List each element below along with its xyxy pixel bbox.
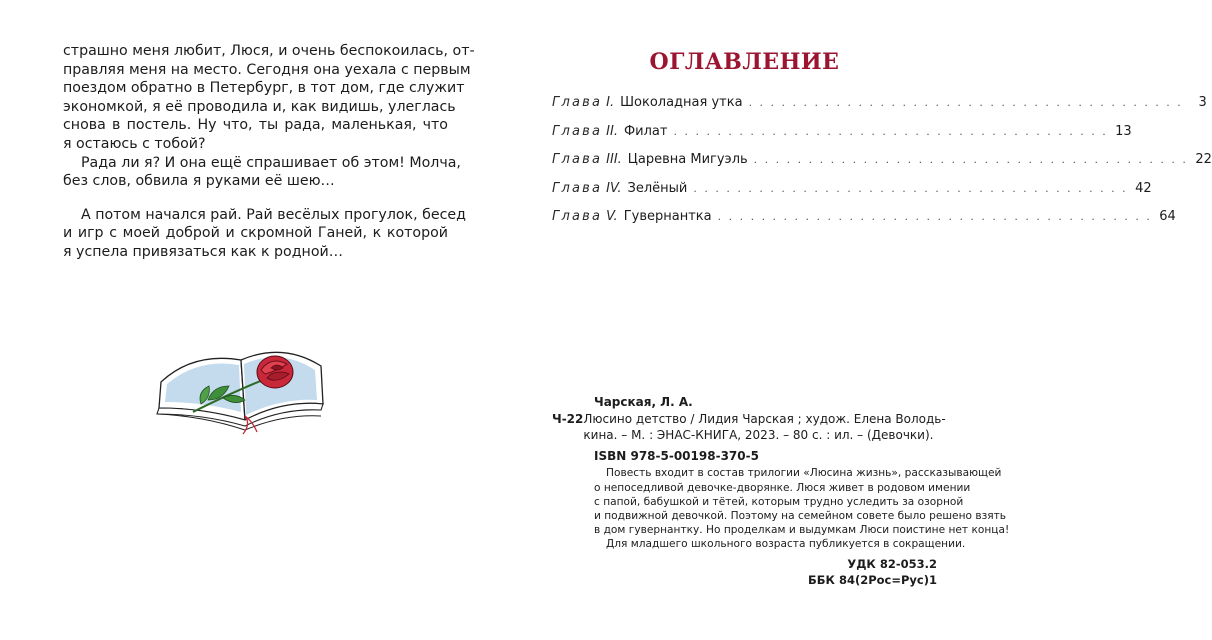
toc-entry[interactable] xyxy=(552,123,1132,153)
text-line: поездом обратно в Петербург, в тот дом, где служит xyxy=(63,80,465,97)
table-of-contents xyxy=(552,95,1212,238)
annotation-line: и подвижной девочкой. Поэтому на семейном совете было решено взять xyxy=(594,509,1007,522)
annotation-line: в дом гувернантку. Но проделкам и выдумкам Люси поистине нет конца! xyxy=(594,524,1010,537)
bib-author: Чарская, Л. А. xyxy=(594,395,693,409)
text-line: и игр с моей доброй и скромной Ганей, к которой xyxy=(63,225,448,242)
toc-chapter-word: Глава xyxy=(552,95,603,110)
book-rose-illustration xyxy=(153,312,333,437)
toc-page-number: 22 xyxy=(1195,152,1212,167)
toc-chapter-word: Глава xyxy=(552,152,603,167)
text-line: Рада ли я? И она ещё спрашивает об этом! Молча, xyxy=(81,154,461,171)
left-page xyxy=(63,42,475,622)
paragraph-1 xyxy=(63,42,475,154)
bib-entry-line: кина. – М. : ЭНАС-КНИГА, 2023. – 80 с. : ил. – (Девочки). xyxy=(583,428,934,443)
toc-chapter-word: Глава xyxy=(552,123,603,139)
annotation-line: о непоседливой девочке-дворянке. Люся живет в родовом имении xyxy=(594,481,971,494)
toc-leader-dots: . . . . . . . . . . . . . . . . . . . . . . . . . . . . . . . . . . . . . . . . xyxy=(753,153,1188,166)
annotation-line: с папой, бабушкой и тётей, которым трудно уследить за озорной xyxy=(594,495,964,508)
rose-flower xyxy=(257,356,293,388)
toc-page-number: 13 xyxy=(1115,123,1132,139)
annotation xyxy=(594,466,1010,551)
text-line: А потом начался рай. Рай весёлых прогулок, бесед xyxy=(81,206,466,223)
text-line: страшно меня любит, Люся, и очень беспокоилась, от- xyxy=(63,43,475,59)
bib-author-code: Ч-22 xyxy=(552,411,584,426)
toc-leader-dots: . . . . . . . . . . . . . . . . . . . . . . . . . . . . . . . . . . . . . . . . xyxy=(693,181,1128,195)
toc-entry[interactable] xyxy=(552,95,1207,124)
text-line: снова в постель. Ну что, ты рада, маленькая, что xyxy=(63,117,448,134)
toc-entry[interactable] xyxy=(552,209,1176,238)
paragraph-2 xyxy=(63,154,461,191)
toc-entry[interactable] xyxy=(552,180,1152,210)
toc-page-number: 3 xyxy=(1198,95,1207,110)
text-line: я успела привязаться как к родной… xyxy=(63,243,343,260)
toc-chapter-title: Гувернантка xyxy=(623,209,712,224)
toc-chapter-number: V. xyxy=(606,209,618,224)
toc-chapter-word: Глава xyxy=(552,180,603,196)
toc-chapter-title: Филат xyxy=(623,123,668,139)
toc-title: ОГЛАВЛЕНИЕ xyxy=(649,49,840,75)
bbk-code: ББК 84(2Рос=Рус)1 xyxy=(808,572,937,587)
toc-chapter-number: IV. xyxy=(606,180,622,196)
toc-leader-dots: . . . . . . . . . . . . . . . . . . . . . . . . . . . . . . . . . . . . . . . . xyxy=(673,124,1108,138)
udk-code: УДК 82-053.2 xyxy=(847,556,937,571)
toc-leader-dots: . . . . . . . . . . . . . . . . . . . . . . . . . . . . . . . . . . . . . . . . xyxy=(717,210,1152,223)
right-page xyxy=(552,42,1212,622)
bib-entry-line: Люсино детство / Лидия Чарская ; худож. Елена Володь- xyxy=(583,411,946,426)
toc-entry[interactable] xyxy=(552,152,1212,181)
toc-chapter-number: I. xyxy=(606,95,615,110)
toc-page-number: 64 xyxy=(1159,209,1176,224)
toc-chapter-word: Глава xyxy=(552,209,603,224)
toc-chapter-title: Царевна Мигуэль xyxy=(627,152,748,167)
text-line: я остаюсь с тобой? xyxy=(63,135,206,152)
toc-chapter-number: II. xyxy=(606,123,618,139)
text-line: без слов, обвила я руками её шею… xyxy=(63,173,335,190)
annotation-line: Повесть входит в состав трилогии «Люсина жизнь», рассказывающей xyxy=(606,467,1002,480)
toc-chapter-title: Зелёный xyxy=(627,180,688,196)
toc-leader-dots: . . . . . . . . . . . . . . . . . . . . . . . . . . . . . . . . . . . . . . . . xyxy=(748,96,1183,109)
annotation-line: Для младшего школьного возраста публикуется в сокращении. xyxy=(606,538,966,551)
text-line: правляя меня на место. Сегодня она уехала с первым xyxy=(63,61,471,78)
classification xyxy=(552,556,937,588)
bib-entry xyxy=(583,411,945,444)
toc-page-number: 42 xyxy=(1135,180,1152,196)
toc-chapter-title: Шоколадная утка xyxy=(620,95,743,110)
isbn: ISBN 978-5-00198-370-5 xyxy=(594,448,759,463)
bibliographic-record xyxy=(552,394,1010,588)
text-line: экономкой, я её проводила и, как видишь, улеглась xyxy=(63,98,456,115)
paragraph-3 xyxy=(63,206,466,262)
toc-chapter-number: III. xyxy=(606,152,622,167)
